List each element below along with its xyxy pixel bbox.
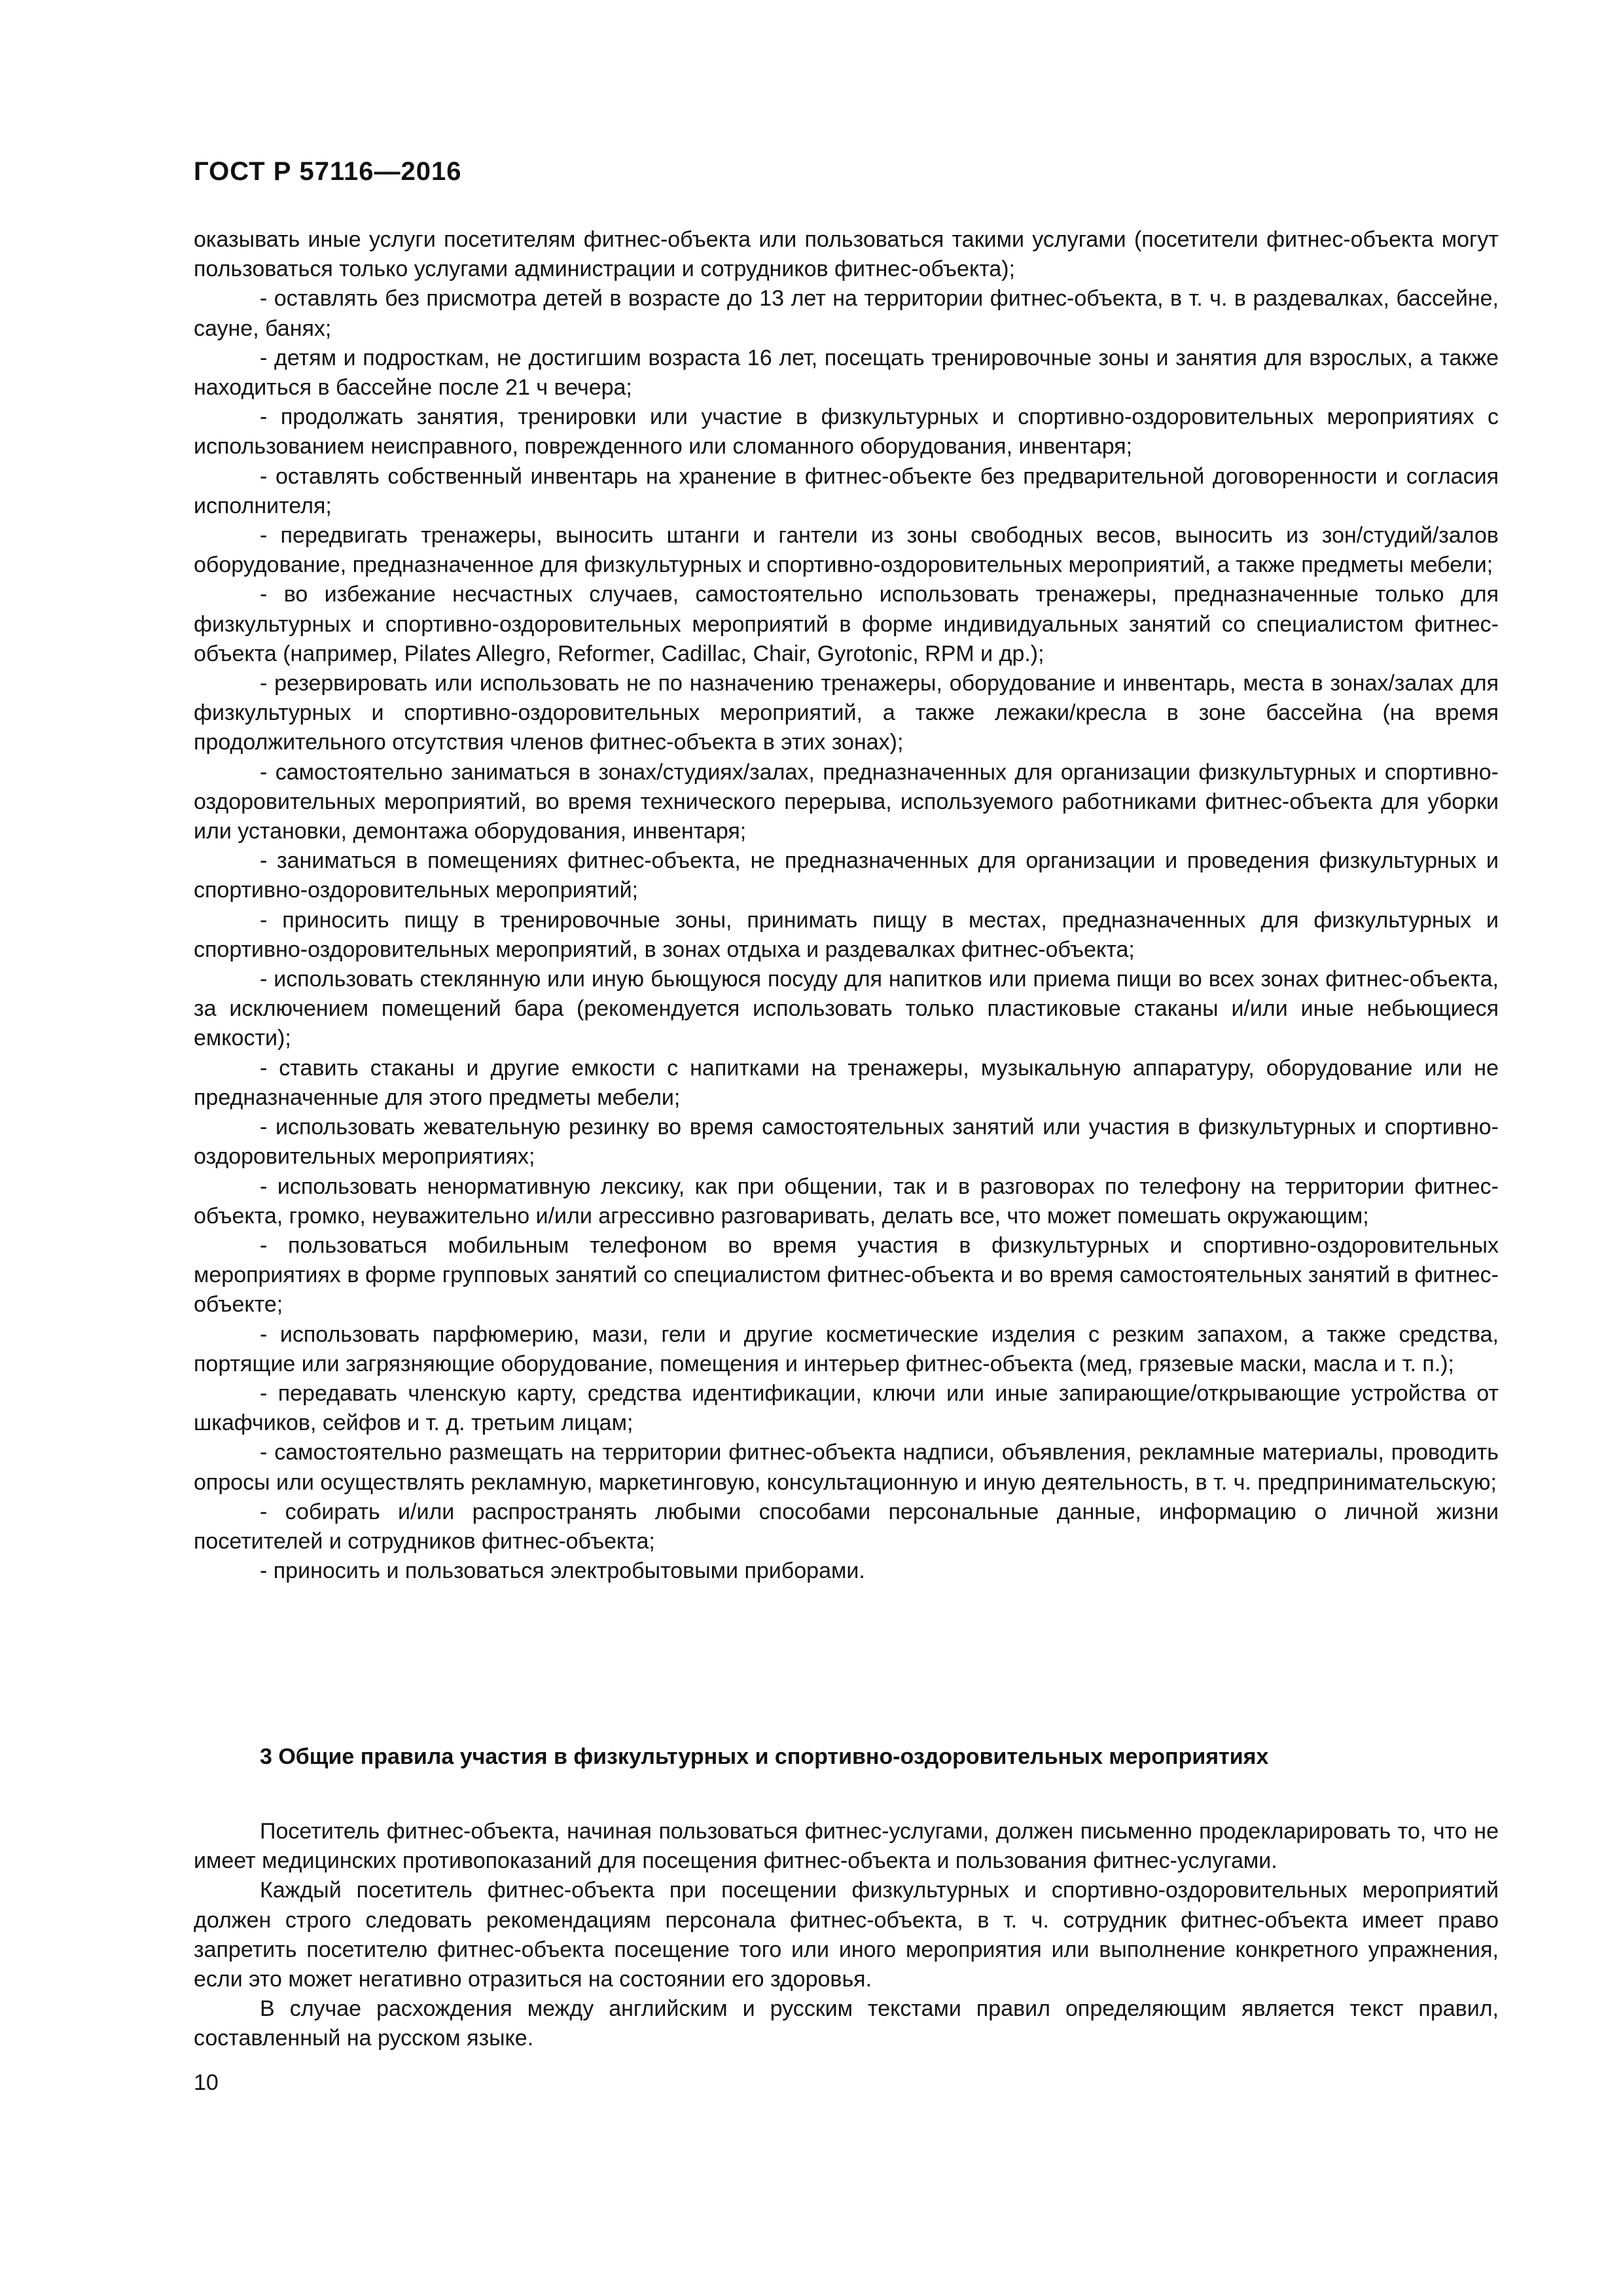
page-number: 10 — [194, 2070, 219, 2095]
list-item: - собирать и/или распространять любыми способами персональные данные, информацию о личной жизни посетителей и сотрудников фитнес-объекта; — [194, 1499, 1499, 1554]
list-item: - резервировать или использовать не по назначению тренажеры, оборудование и инвентарь, места в зонах/залах для физкультурных и спортивно-оздоровительных мероприятий, а также лежаки/кресла в зоне бассейна (на время продолжительного отсутствия членов фитнес-объекта в этих зонах); — [194, 671, 1499, 755]
section-3-heading: 3 Общие правила участия в физкультурных и спортивно-оздоровительных мероприятиях — [260, 1744, 1269, 1769]
list-item: - заниматься в помещениях фитнес-объекта, не предназначенных для организации и проведения физкультурных и спортивно-оздоровительных мероприятий; — [194, 848, 1499, 903]
list-item: - использовать парфюмерию, мази, гели и другие косметические изделия с резким запахом, а также средства, портящие или загрязняющие оборудование, помещения и интерьер фитнес-объекта (мед, грязевые маски, масла и т. п.); — [194, 1321, 1499, 1376]
list-item: - продолжать занятия, тренировки или участие в физкультурных и спортивно-оздоровительных мероприятиях с использованием неисправного, поврежденного или сломанного оборудования, инвентаря; — [194, 404, 1499, 459]
list-item: - самостоятельно заниматься в зонах/студиях/залах, предназначенных для организации физкультурных и спортивно-оздоровительных мероприятий, во время технического перерыва, используемого работниками фитнес-объекта для уборки или установки, демонтажа оборудования, инвентаря; — [194, 759, 1499, 844]
list-item: - передавать членскую карту, средства идентификации, ключи или иные запирающие/открывающие устройства от шкафчиков, сейфов и т. д. третьим лицам; — [194, 1380, 1499, 1436]
list-item: - детям и подросткам, не достигшим возраста 16 лет, посещать тренировочные зоны и занятия для взрослых, а также находиться в бассейне после 21 ч вечера; — [194, 345, 1499, 401]
list-item: - использовать ненормативную лексику, как при общении, так и в разговорах по телефону на территории фитнес-объекта, громко, неуважительно и/или агрессивно разговаривать, делать все, что может помешать окружающим; — [194, 1174, 1499, 1229]
document-code-header: ГОСТ Р 57116—2016 — [194, 157, 462, 186]
list-item: - ставить стаканы и другие емкости с напитками на тренажеры, музыкальную аппаратуру, оборудование или не предназначенные для этого предметы мебели; — [194, 1055, 1499, 1110]
list-item: - приносить пищу в тренировочные зоны, принимать пищу в местах, предназначенных для физкультурных и спортивно-оздоровительных мероприятий, в зонах отдыха и раздевалках фитнес-объекта; — [194, 907, 1499, 962]
list-item: - оставлять собственный инвентарь на хранение в фитнес-объекте без предварительной договоренности и согласия исполнителя; — [194, 463, 1499, 518]
list-item: - во избежание несчастных случаев, самостоятельно использовать тренажеры, предназначенные только для физкультурных и спортивно-оздоровительных мероприятий в форме индивидуальных занятий со специалистом фитнес-объекта (например, Pilates Allegro, Reformer, Cadillac, Chair, Gyrotonic, RPM и др.); — [194, 582, 1499, 666]
list-item: - пользоваться мобильным телефоном во время участия в физкультурных и спортивно-оздоровительных мероприятиях в форме групповых занятий со специалистом фитнес-объекта и во время самостоятельных занятий в фитнес-объекте; — [194, 1232, 1499, 1318]
section-3-body — [194, 1817, 1499, 2054]
list-item: - оставлять без присмотра детей в возрасте до 13 лет на территории фитнес-объекта, в т. ч. в раздевалках, бассейне, сауне, банях; — [194, 286, 1499, 341]
list-item: - приносить и пользоваться электробытовыми приборами. — [260, 1558, 865, 1584]
list-item: - самостоятельно размещать на территории фитнес-объекта надписи, объявления, рекламные материалы, проводить опросы или осуществлять рекламную, маркетинговую, консультационную и иную деятельность, в т. ч. предпринимательскую; — [194, 1440, 1499, 1495]
list-item: - передвигать тренажеры, выносить штанги и гантели из зоны свободных весов, выносить из зон/студий/залов оборудование, предназначенное для физкультурных и спортивно-оздоровительных мероприятий, а также предметы мебели; — [194, 523, 1499, 578]
list-item: - использовать жевательную резинку во время самостоятельных занятий или участия в физкультурных и спортивно-оздоровительных мероприятиях; — [194, 1115, 1499, 1170]
section-paragraph: Посетитель фитнес-объекта, начиная пользоваться фитнес-услугами, должен письменно продекларировать то, что не имеет медицинских противопоказаний для посещения фитнес-объекта и пользования фитнес-услугами. — [194, 1819, 1499, 1874]
prohibitions-list — [194, 225, 1499, 1586]
section-paragraph: В случае расхождения между английским и русским текстами правил определяющим является текст правил, составленный на русском языке. — [194, 1996, 1499, 2051]
continued-paragraph: оказывать иные услуги посетителям фитнес-объекта или пользоваться такими услугами (посетители фитнес-объекта могут пользоваться только услугами администрации и сотрудников фитнес-объекта); — [194, 227, 1499, 282]
list-item: - использовать стеклянную или иную бьющуюся посуду для напитков или приема пищи во всех зонах фитнес-объекта, за исключением помещений бара (рекомендуется использовать только пластиковые стаканы и/или иные небьющиеся емкости); — [194, 967, 1499, 1051]
section-paragraph: Каждый посетитель фитнес-объекта при посещении физкультурных и спортивно-оздоровительных мероприятий должен строго следовать рекомендациям персонала фитнес-объекта, в т. ч. сотрудник фитнес-объекта имеет право запретить посетителю фитнес-объекта посещение того или иного мероприятия или выполнение конкретного упражнения, если это может негативно отразиться на состоянии его здоровья. — [194, 1878, 1499, 1992]
